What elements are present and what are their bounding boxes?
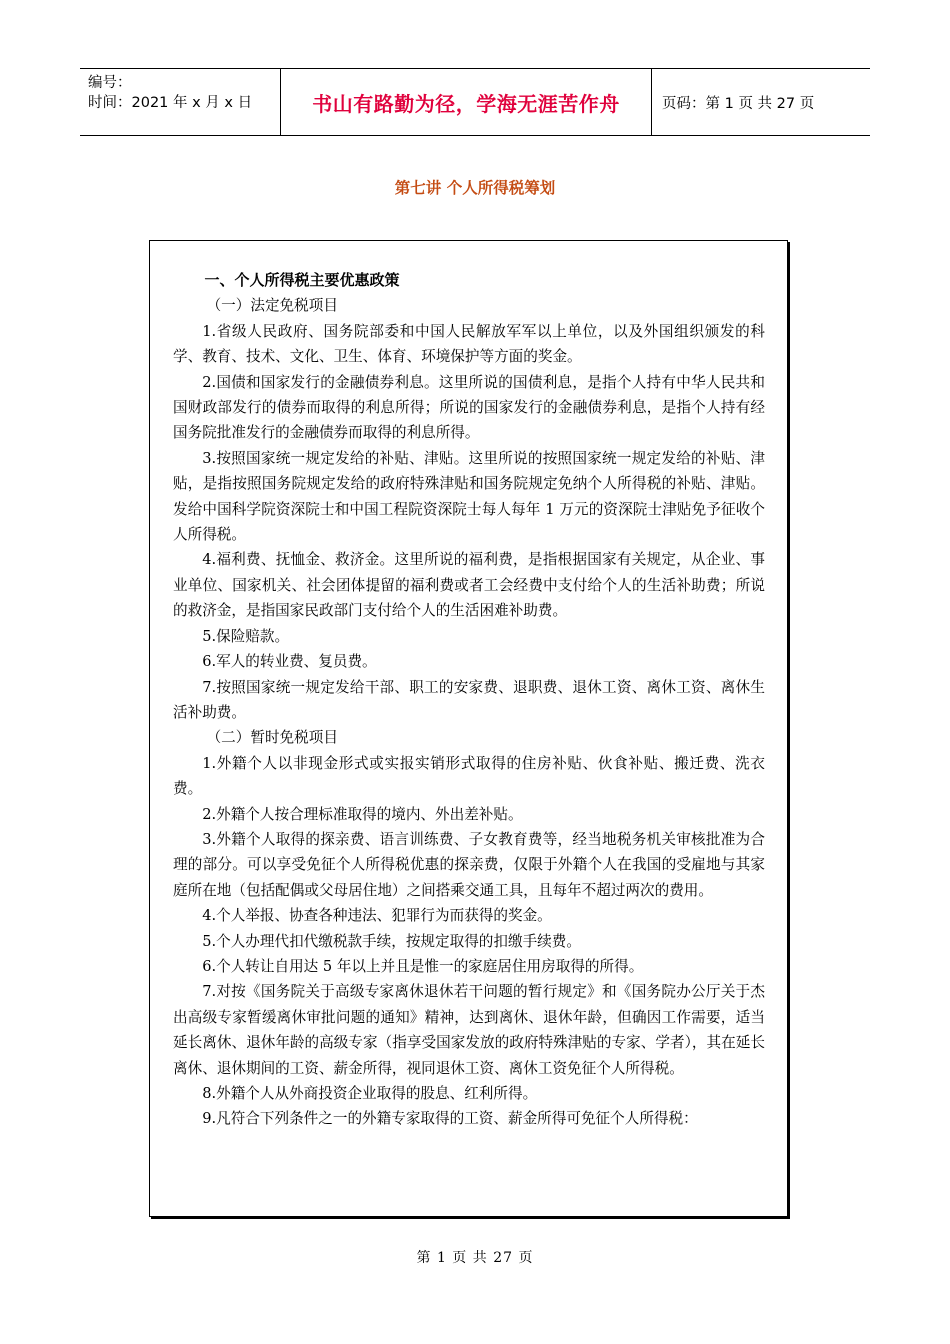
paragraph: 7.对按《国务院关于高级专家离休退休若干问题的暂行规定》和《国务院办公厅关于杰出高级专家暂缓离休审批问题的通知》精神，达到离休、退休年龄，但确因工作需要，适当延长离休、退休年龄的高级专家（指享受国家发放的政府特殊津贴的专家、学者），其在延长离休、退休期间的工资、薪金所得，视同退休工资、离休工资免征个人所得税。: [173, 983, 765, 1077]
header-meta: [80, 69, 280, 135]
document-title: 第七讲 个人所得税筹划: [394, 179, 556, 197]
paragraph: 5.保险赔款。: [202, 627, 290, 645]
motto: 书山有路勤为径，学海无涯苦作舟: [280, 69, 652, 135]
paragraph: 8.外籍个人从外商投资企业取得的股息、红利所得。: [202, 1085, 538, 1102]
document-body: [173, 268, 765, 1132]
paragraph: 2.外籍个人按合理标准取得的境内、外出差补贴。: [202, 805, 523, 823]
page-footer: 第 1 页 共 27 页: [416, 1250, 534, 1266]
paragraph: 9.凡符合下列条件之一的外籍专家取得的工资、薪金所得可免征个人所得税：: [202, 1110, 698, 1128]
header-table: [80, 68, 870, 136]
paragraph: 1.省级人民政府、国务院部委和中国人民解放军军以上单位，以及外国组织颁发的科学、教育、技术、文化、卫生、体育、环境保护等方面的奖金。: [173, 322, 765, 366]
number-label: 编号：: [88, 75, 132, 91]
paragraph: 3.按照国家统一规定发给的补贴、津贴。这里所说的按照国家统一规定发给的补贴、津贴，是指按照国务院规定发给的政府特殊津贴和国务院规定免纳个人所得税的补贴、津贴。发给中国科学院资深院士和中国工程院资深院士每人每年 1 万元的资深院士津贴免予征收个人所得税。: [173, 449, 765, 544]
page-info: 页码：第 1 页 共 27 页: [662, 95, 815, 112]
section-heading: 一、个人所得税主要优惠政策: [204, 271, 400, 289]
paragraph: 6.军人的转业费、复员费。: [202, 653, 377, 671]
subsection-heading: （一）法定免税项目: [206, 297, 338, 315]
paragraph: 7.按照国家统一规定发给干部、职工的安家费、退职费、退休工资、离休工资、离休生活补助费。: [173, 678, 765, 721]
paragraph: 5.个人办理代扣代缴税款手续，按规定取得的扣缴手续费。: [202, 932, 581, 950]
paragraph: 2.国债和国家发行的金融债券利息。这里所说的国债利息，是指个人持有中华人民共和国财政部发行的债券而取得的利息所得；所说的国家发行的金融债券利息，是指个人持有经国务院批准发行的金融债券而取得的利息所得。: [173, 373, 765, 442]
paragraph: 3.外籍个人取得的探亲费、语言训练费、子女教育费等，经当地税务机关审核批准为合理的部分。可以享受免征个人所得税优惠的探亲费，仅限于外籍个人在我国的受雇地与其家庭所在地（包括配偶或父母居住地）之间搭乘交通工具，且每年不超过两次的费用。: [173, 830, 765, 899]
time-label: 时间：2021 年 x 月 x 日: [88, 95, 253, 111]
paragraph: 4.福利费、抚恤金、救济金。这里所说的福利费，是指根据国家有关规定，从企业、事业单位、国家机关、社会团体提留的福利费或者工会经费中支付给个人的生活补助费；所说的救济金，是指国家民政部门支付给个人的生活困难补助费。: [173, 551, 765, 620]
paragraph: 1.外籍个人以非现金形式或实报实销形式取得的住房补贴、伙食补贴、搬迁费、洗衣费。: [173, 754, 765, 798]
subsection-heading: （二）暂时免税项目: [206, 729, 338, 747]
paragraph: 4.个人举报、协查各种违法、犯罪行为而获得的奖金。: [202, 907, 552, 925]
paragraph: 6.个人转让自用达 5 年以上并且是惟一的家庭居住用房取得的所得。: [202, 957, 644, 975]
